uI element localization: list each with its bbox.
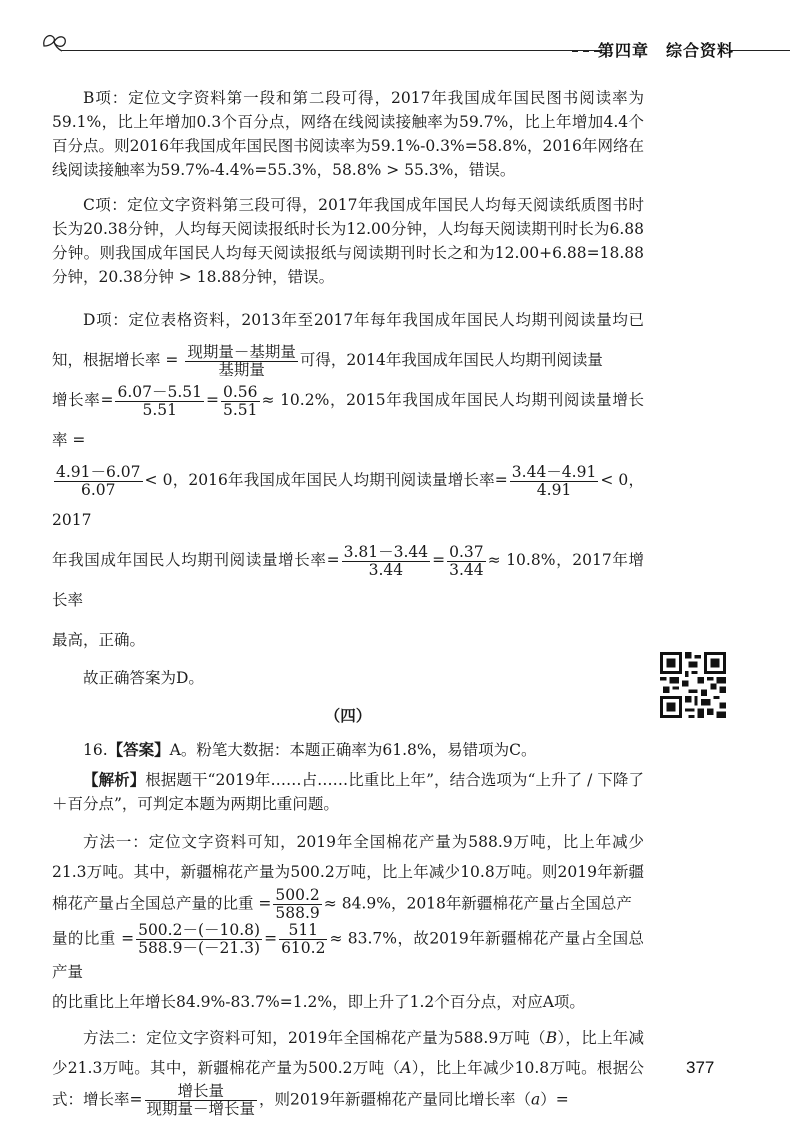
analysis-label: 【解析】 [83, 771, 146, 789]
q16-analysis [52, 768, 644, 816]
fraction-2018-share [136, 922, 262, 957]
variable-a-lower: a [530, 1090, 541, 1109]
fraction-numerator: 4.91－6.07 [56, 462, 141, 481]
page-number: 377 [686, 1058, 715, 1077]
paragraph-d [52, 300, 644, 660]
fraction-denominator: 6.07 [81, 480, 116, 499]
fraction-2017 [342, 544, 431, 579]
method-two-text4: ，则2019年新疆棉花产量同比增长率（ [259, 1090, 531, 1109]
header-rule [62, 50, 602, 51]
method-one-text4: ≈ 83.7%，故2019年新疆棉花产量占全国总产量 [52, 929, 644, 981]
equals-sign: = [432, 551, 446, 569]
paragraph-c: C项：定位文字资料第三段可得，2017年我国成年国民人均每天阅读纸质图书时长为20.38分钟，人均每天阅读报纸时长为12.00分钟，人均每天阅读期刊时长为6.88分钟。则我国成年国民人均每天阅读报纸与阅读期刊时长之和为12.00+6.88=18.88分钟，20.38分钟 > 18.88分钟，错误。 [52, 196, 644, 286]
fraction-denominator: 3.44 [449, 560, 484, 579]
answer-text: A。粉笔大数据：本题正确率为61.8%，易错项为C。 [169, 741, 537, 759]
page-body [52, 86, 644, 1124]
method-two-text2: ），比上年减少21.3万吨。其中，新疆棉花产量为500.2万吨（ [52, 1029, 644, 1077]
result-2016: < 0，2017 [52, 471, 644, 529]
method-one-text1: 方法一：定位文字资料可知，2019年全国棉花产量为588.9万吨，比上年减少21.3万吨。其中，新疆棉花产量为500.2万吨，比上年减少10.8万吨。则2019年新疆棉花产量占全国总产量的比重 = [52, 833, 644, 913]
method-one-text3: 量的比重 = [52, 929, 135, 948]
paragraph-d-text1: D项：定位表格资料，2013年至2017年每年我国成年国民人均期刊阅读量均已知，根据增长率 = [52, 311, 644, 369]
growth-rate-formula [185, 344, 298, 379]
fraction-denominator: 现期量－增长量 [146, 1100, 256, 1118]
question-number: 16. [83, 741, 108, 759]
section-title: （四） [324, 707, 372, 725]
fraction-numerator: 增长量 [145, 1083, 258, 1101]
result-2015: < 0，2016年我国成年国民人均期刊阅读量增长率= [144, 471, 508, 489]
method-two-text1: 方法二：定位文字资料可知，2019年全国棉花产量为588.9万吨（ [83, 1029, 546, 1047]
fraction-2018-share-b [279, 922, 327, 957]
fraction-2015 [54, 464, 143, 499]
method-two-text3: ），比上年减少10.8万吨。根据公式：增长率= [52, 1059, 645, 1109]
result-2017: ≈ 10.8%，2017年增长率 [52, 551, 644, 609]
method-two [52, 1023, 644, 1118]
fraction-numerator: 0.56 [222, 382, 258, 401]
analysis-text: 根据题干“2019年……占……比重比上年”，结合选项为“上升了 / 下降了＋百分点”，可判定本题为两期比重问题。 [52, 771, 644, 813]
fraction-numerator: 500.2 [275, 886, 320, 904]
method-one-text5: 的比重比上年增长84.9%-83.7%=1.2%，即上升了1.2个百分点，对应A项。 [52, 993, 585, 1011]
header-rule-right [730, 50, 790, 51]
formula-denominator: 基期量 [218, 360, 265, 379]
fraction-numerator: 3.44－4.91 [511, 462, 597, 481]
growth-rate-formula-2 [145, 1083, 258, 1118]
fraction-2014 [115, 384, 204, 419]
fraction-denominator: 3.44 [368, 560, 404, 579]
fraction-2014b [221, 384, 260, 419]
paragraph-d-text4: 年我国成年国民人均期刊阅读量增长率= [52, 551, 340, 569]
paragraph-d-text3: 增长率= [52, 391, 114, 409]
variable-a-upper: A [400, 1059, 412, 1077]
fraction-denominator: 5.51 [142, 400, 177, 419]
fraction-2019-share [273, 887, 321, 922]
fraction-numerator: 0.37 [449, 542, 484, 561]
fraction-denominator: 4.91 [536, 480, 572, 499]
formula-numerator: 现期量－基期量 [187, 342, 296, 361]
method-one [52, 827, 644, 1017]
chapter-title: 第四章 综合资料 [598, 41, 735, 60]
method-two-text5: ）= [540, 1090, 569, 1109]
fraction-denominator: 5.51 [222, 400, 258, 419]
fraction-numerator: 500.2－(－10.8) [138, 921, 261, 939]
fraction-numerator: 6.07－5.51 [117, 382, 202, 401]
method-one-text2: ≈ 84.9%，2018年新疆棉花产量占全国总产 [323, 894, 632, 913]
equals-sign: = [264, 929, 278, 948]
leaf-icon [40, 30, 70, 52]
fraction-2016 [510, 464, 599, 499]
fraction-numerator: 3.81－3.44 [343, 542, 429, 561]
fraction-numerator: 511 [279, 922, 327, 940]
variable-b: B [545, 1029, 558, 1047]
fraction-denominator: 588.9 [275, 904, 320, 922]
answer-label: 【答案】 [107, 741, 170, 759]
paragraph-d-text5: 最高，正确。 [52, 631, 146, 649]
fraction-2017b [447, 544, 486, 579]
qr-code-icon[interactable] [660, 652, 726, 718]
header-dash [572, 50, 600, 52]
paragraph-d-text2: 可得，2014年我国成年国民人均期刊阅读量 [299, 351, 603, 369]
page-header [0, 28, 800, 68]
paragraph-b: B项：定位文字资料第一段和第二段可得，2017年我国成年国民图书阅读率为59.1%，比上年增加0.3个百分点，网络在线阅读接触率为59.7%，比上年增加4.4个百分点。则2016年我国成年国民图书阅读率为59.1%-0.3%=58.8%，2016年网络在线阅读接触率为59.7%-4.4%=55.3%，58.8% > 55.3%，错误。 [52, 89, 644, 179]
fraction-denominator: 610.2 [281, 939, 326, 957]
equals-sign: = [205, 391, 219, 409]
result-2014: ≈ 10.2%，2015年我国成年国民人均期刊阅读量增长率 = [52, 391, 644, 449]
fraction-denominator: 588.9－(－21.3) [138, 939, 261, 957]
answer-line: 故正确答案为D。 [83, 669, 204, 687]
q16-answer [52, 738, 644, 762]
